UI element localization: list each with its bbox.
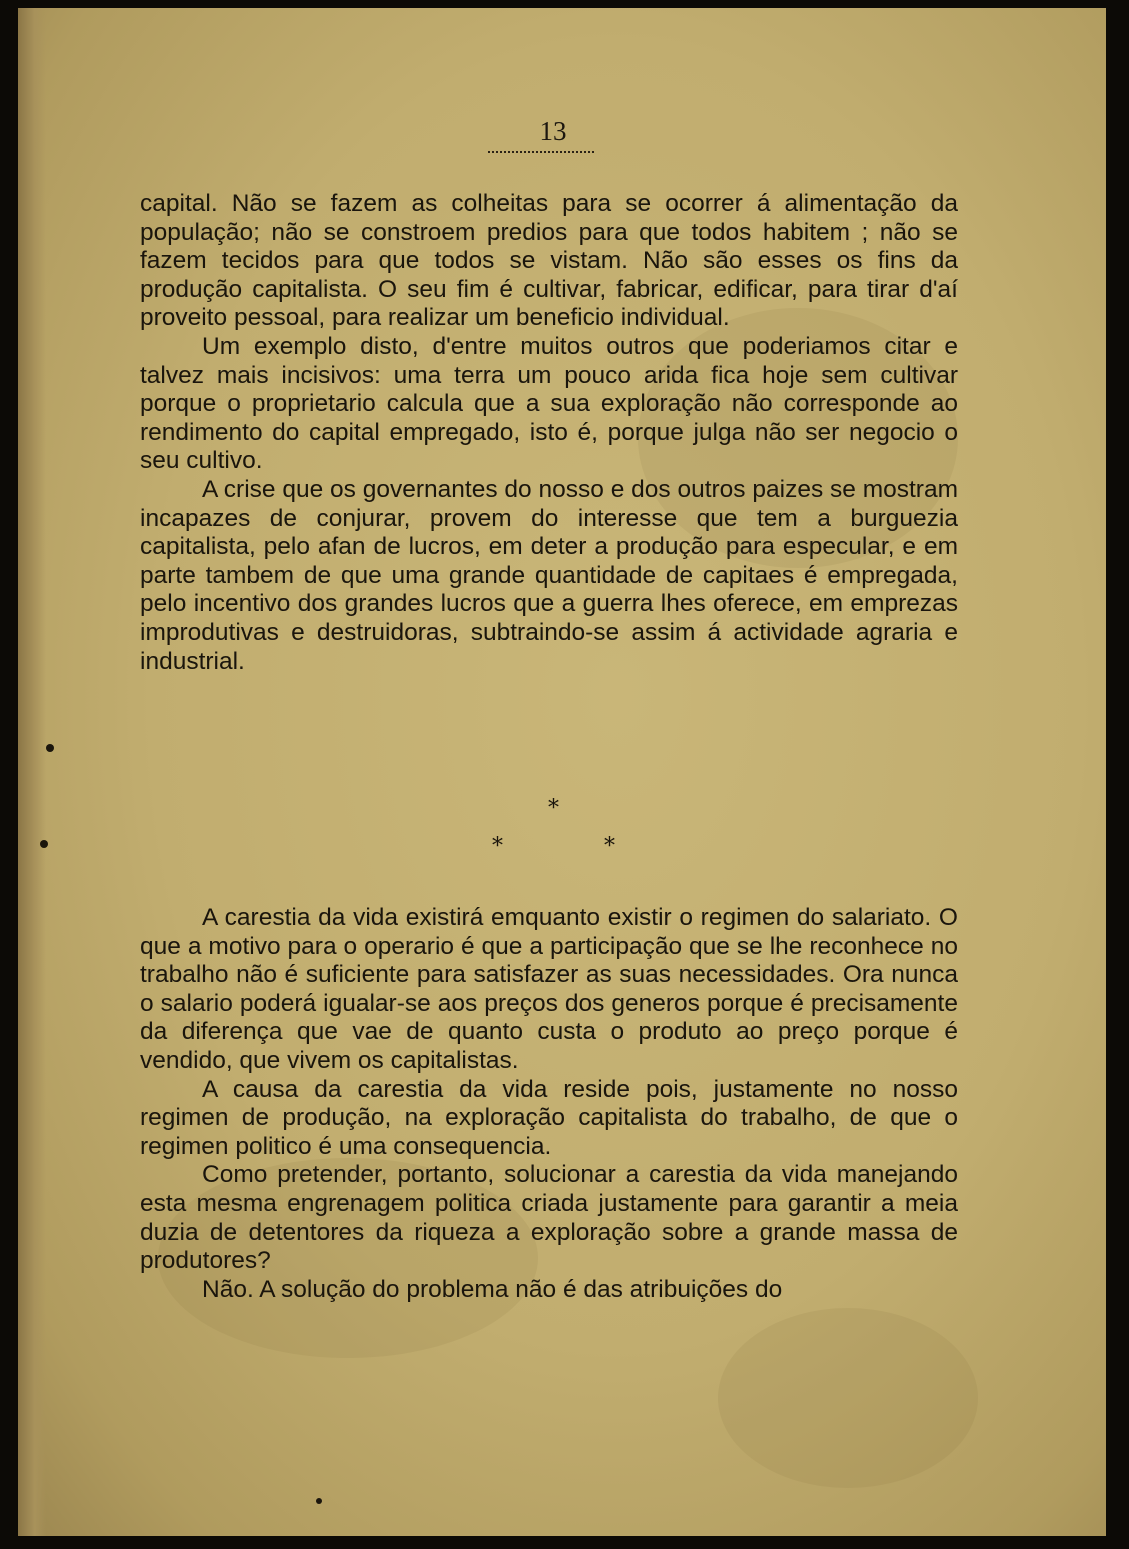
paragraph: Não. A solução do problema não é das atribuições do: [202, 1275, 783, 1303]
paragraph: A crise que os governantes do nosso e dos outros paizes se mostram incapazes de conjurar, provem do interesse que tem a burguezia capitalista, pelo afan de lucros, em deter a produção para especular, e em parte tambem de que uma grande quantidade de capitaes é empregada, pelo incentivo dos grandes lucros que a guerra lhes oferece, em emprezas improdutivas e destruidoras, subtraindo-se assim á actividade agraria e industrial.: [140, 475, 958, 675]
paper-stain: [718, 1308, 978, 1488]
page-number-rule: [488, 151, 594, 153]
section-asterism: [468, 796, 648, 866]
text-section-2: [140, 904, 958, 1304]
paragraph: Como pretender, portanto, solucionar a carestia da vida manejando esta mesma engrenagem politica criada justamente para garantir a meia duzia de detentores da riqueza a exploração sobre a grande massa de produtores?: [140, 1161, 958, 1275]
margin-ink-mark: [46, 744, 54, 752]
paragraph: Um exemplo disto, d'entre muitos outros que poderiamos citar e talvez mais incisivos: uma terra um pouco arida fica hoje sem cultivar porque o proprietario calcula que a sua exploração não corresponde ao rendimento do capital empregado, isto é, porque julga não ser negocio o seu cultivo.: [140, 332, 958, 475]
asterisk: *: [492, 834, 503, 859]
asterisk: *: [604, 834, 615, 859]
page-number: 13: [539, 116, 567, 146]
asterisk: *: [548, 796, 559, 821]
page-spine-shadow: [18, 8, 46, 1536]
paragraph: capital. Não se fazem as colheitas para se ocorrer á alimentação da população; não se constroem predios para que todos habitem ; não se fazem tecidos para que todos se vistam. Não são esses os fins da produção capitalista. O seu fim é cultivar, fabricar, edificar, para tirar d'aí proveito pessoal, para realizar um beneficio individual.: [140, 190, 958, 332]
text-section-1: [140, 190, 958, 676]
margin-ink-mark: [316, 1498, 322, 1504]
margin-ink-mark: [40, 840, 48, 848]
book-page: [18, 8, 1106, 1536]
paragraph: A causa da carestia da vida reside pois, justamente no nosso regimen de produção, na exploração capitalista do trabalho, de que o regimen politico é uma consequencia.: [140, 1075, 958, 1160]
paragraph: A carestia da vida existirá emquanto existir o regimen do salariato. O que a motivo para o operario é que a participação que se lhe reconhece no trabalho não é suficiente para satisfazer as suas necessidades. Ora nunca o salario poderá igualar-se aos preços dos generos porque é precisamente da diferença que vae de quanto custa o produto ao preço porque é vendido, que vivem os capitalistas.: [140, 904, 958, 1074]
